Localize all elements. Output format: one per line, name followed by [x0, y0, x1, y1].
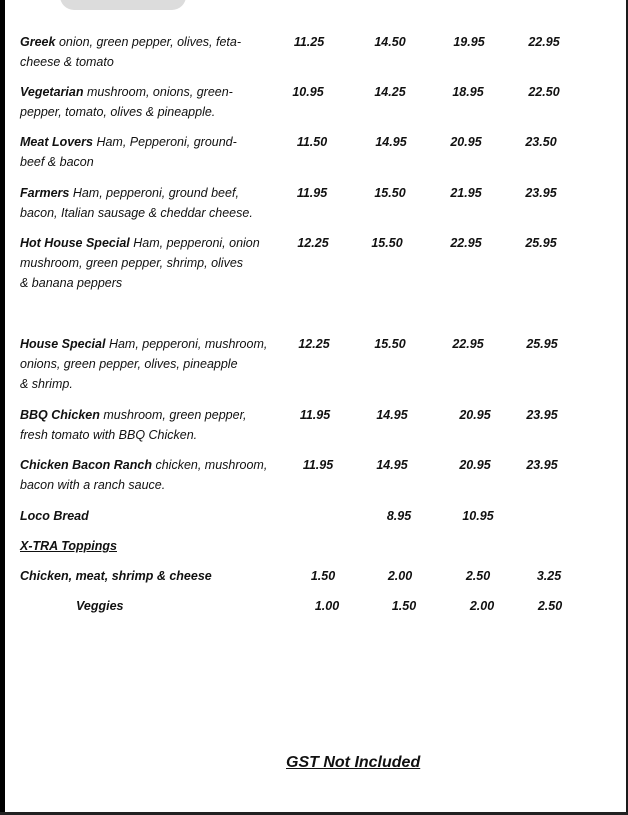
topping-price-large: 2.50: [465, 569, 491, 583]
price-medium: 15.50: [374, 186, 406, 200]
menu-item-bbq-chicken: [20, 405, 282, 445]
price-medium: 14.95: [375, 135, 407, 149]
item-desc: cheese & tomato: [20, 55, 114, 69]
item-desc: bacon, Italian sausage & cheddar cheese.: [20, 206, 253, 220]
item-desc: pepper, tomato, olives & pineapple.: [20, 105, 216, 119]
topping-price-xlarge: 3.25: [536, 569, 562, 583]
item-desc: Ham, Pepperoni, ground-: [96, 135, 237, 149]
item-desc: & shrimp.: [20, 377, 73, 391]
item-desc: fresh tomato with BBQ Chicken.: [20, 428, 198, 442]
menu-item-house-special: [20, 334, 282, 394]
menu-item-vegetarian: [20, 82, 282, 122]
price-small: 12.25: [298, 337, 330, 351]
item-name: Greek: [20, 35, 56, 49]
topping-price-small: 1.50: [310, 569, 336, 583]
price-medium: 15.50: [371, 236, 403, 250]
price-large: 19.95: [453, 35, 485, 49]
item-name: Loco Bread: [20, 509, 89, 523]
item-name: Vegetarian: [20, 85, 84, 99]
item-name: Meat Lovers: [20, 135, 93, 149]
topping-price-large: 2.00: [469, 599, 495, 613]
topping-price-xlarge: 2.50: [537, 599, 563, 613]
item-name: Chicken Bacon Ranch: [20, 458, 152, 472]
price-large: 20.95: [450, 135, 482, 149]
price-medium: 8.95: [386, 509, 412, 523]
item-desc: bacon with a ranch sauce.: [20, 478, 166, 492]
price-xlarge: 25.95: [526, 337, 558, 351]
price-small: 11.95: [302, 458, 334, 472]
topping-price-medium: 1.50: [391, 599, 417, 613]
price-medium: 14.50: [374, 35, 406, 49]
price-large: 21.95: [450, 186, 482, 200]
xtra-toppings-heading: X-TRA Toppings: [20, 539, 117, 553]
menu-item-farmers: [20, 183, 282, 223]
price-xlarge: 25.95: [525, 236, 557, 250]
price-large: 18.95: [452, 85, 484, 99]
price-xlarge: 23.50: [525, 135, 557, 149]
menu-item-meat-lovers: [20, 132, 282, 172]
topping-price-medium: 2.00: [387, 569, 413, 583]
price-large: 10.95: [462, 509, 494, 523]
item-desc: chicken, mushroom,: [155, 458, 268, 472]
price-xlarge: 23.95: [526, 458, 558, 472]
menu-item-loco-bread: [20, 506, 282, 526]
price-large: 20.95: [459, 408, 491, 422]
item-name: BBQ Chicken: [20, 408, 100, 422]
item-name: Hot House Special: [20, 236, 130, 250]
price-medium: 14.95: [376, 458, 408, 472]
price-small: 11.50: [296, 135, 328, 149]
item-desc: & banana peppers: [20, 276, 123, 290]
price-medium: 14.95: [376, 408, 408, 422]
menu-item-greek: [20, 32, 282, 72]
item-desc: Ham, pepperoni, onion: [133, 236, 260, 250]
item-desc: Ham, pepperoni, mushroom,: [108, 337, 268, 351]
item-desc: mushroom, onions, green-: [86, 85, 233, 99]
item-desc: mushroom, green pepper,: [103, 408, 247, 422]
price-small: 11.25: [293, 35, 325, 49]
price-xlarge: 23.95: [526, 408, 558, 422]
item-desc: onion, green pepper, olives, feta-: [58, 35, 242, 49]
price-medium: 15.50: [374, 337, 406, 351]
topping-name: Veggies: [76, 599, 124, 613]
price-small: 11.95: [296, 186, 328, 200]
price-xlarge: 23.95: [525, 186, 557, 200]
gst-note: GST Not Included: [286, 754, 421, 771]
price-large: 22.95: [450, 236, 482, 250]
menu-item-chicken-bacon-ranch: [20, 455, 282, 495]
price-large: 22.95: [452, 337, 484, 351]
menu-item-hot-house-special: [20, 233, 282, 293]
topping-price-small: 1.00: [314, 599, 340, 613]
price-small: 12.25: [297, 236, 329, 250]
price-xlarge: 22.95: [528, 35, 560, 49]
item-name: Farmers: [20, 186, 70, 200]
item-desc: onions, green pepper, olives, pineapple: [20, 357, 238, 371]
item-name: House Special: [20, 337, 106, 351]
price-xlarge: 22.50: [528, 85, 560, 99]
item-desc: mushroom, green pepper, shrimp, olives: [20, 256, 244, 270]
item-desc: Ham, pepperoni, ground beef,: [72, 186, 239, 200]
price-medium: 14.25: [374, 85, 406, 99]
item-desc: beef & bacon: [20, 155, 94, 169]
price-small: 11.95: [299, 408, 331, 422]
topping-name: Chicken, meat, shrimp & cheese: [20, 569, 212, 583]
price-large: 20.95: [459, 458, 491, 472]
price-small: 10.95: [292, 85, 324, 99]
